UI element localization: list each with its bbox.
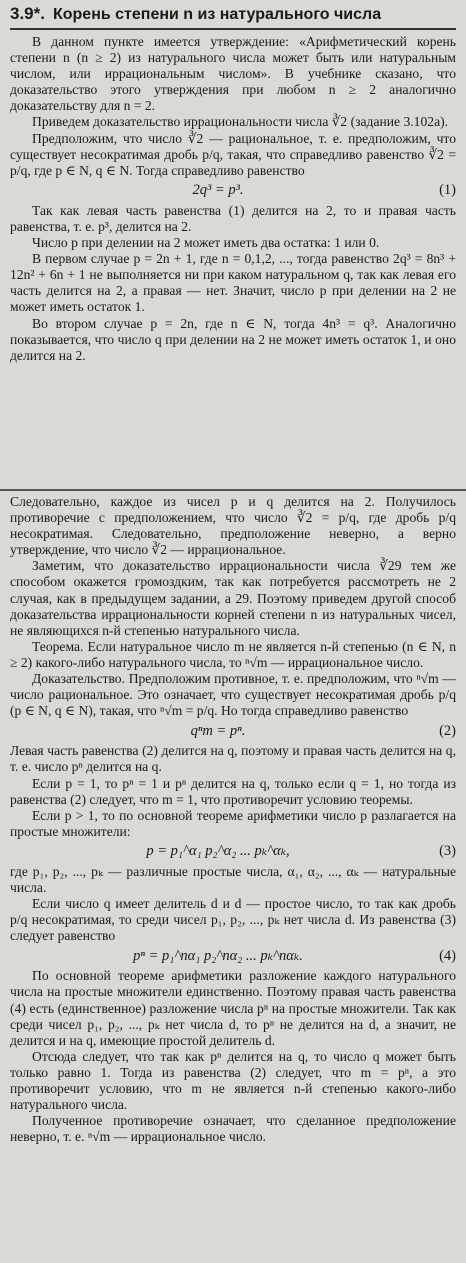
header-rule xyxy=(10,28,456,30)
paragraph: Отсюда следует, что так как pⁿ делится на q, то число q может быть только равно 1. Тогда из равенства (2) следует, что m = pⁿ, а это противоречит условию, что m не является n-й степенью какого-либо натурального числа. xyxy=(10,1048,456,1113)
paragraph: Приведем доказательство иррациональности числа ∛2 (задание 3.102а). xyxy=(32,114,449,130)
paragraph: Предположим, что число ∛2 — рациональное, т. е. предположим, что существует несократимая дробь p/q, такая, что справедливо равенство ∛2 = p/q, где p ∈ N, q ∈ N. Тогда справедливо равенство xyxy=(10,130,456,178)
equation-number: (3) xyxy=(439,843,456,860)
equation-text: qⁿm = pⁿ. xyxy=(190,722,246,739)
equation-text: pⁿ = p₁^nα₁ p₂^nα₂ ... pₖ^nαₖ. xyxy=(133,947,303,964)
equation-2 xyxy=(10,719,456,743)
equation-1 xyxy=(10,179,456,203)
page-divider xyxy=(0,489,466,491)
equation-4 xyxy=(10,944,456,968)
paragraph: Если p > 1, то по основной теореме арифметики число p разлагается на простые множители: xyxy=(10,807,456,839)
equation-number: (2) xyxy=(439,722,456,739)
paragraph: По основной теореме арифметики разложение каждого натурального числа на простые множители единственно. Поэтому правая часть равенства (4) есть (единственное) разложение числа pⁿ на простые множители. Так как среди чисел p₁, p₂, ..., pₖ нет числа d, то pⁿ не делится на d, а значит, не делится и на q, имеющие простой делитель d. xyxy=(10,968,456,1048)
equation-text: p = p₁^α₁ p₂^α₂ ... pₖ^αₖ, xyxy=(146,843,290,860)
paragraph: Число p при делении на 2 может иметь два остатка: 1 или 0. xyxy=(32,235,380,251)
section-header xyxy=(10,4,456,26)
text-block-2 xyxy=(10,494,456,1262)
theorem: Теорема. Если натуральное число m не является n-й степенью (n ∈ N, n ≥ 2) какого-либо натурального числа, то ⁿ√m — иррациональное число. xyxy=(10,638,456,670)
paragraph: где p₁, p₂, ..., pₖ — различные простые числа, α₁, α₂, ..., αₖ — натуральные числа. xyxy=(10,863,456,895)
paragraph: Так как левая часть равенства (1) делится на 2, то и правая часть равенства, т. е. p³, делится на 2. xyxy=(10,202,456,234)
equation-3 xyxy=(10,840,456,864)
paragraph: Следовательно, каждое из чисел p и q делится на 2. Получилось противоречие с предположением, что число ∛2 = p/q, где дробь p/q несократимая. Следовательно, предположение неверно, а верно утверждение, что число ∛2 — иррациональное. xyxy=(10,494,456,558)
section-title: Корень степени n из натурального числа xyxy=(52,6,382,23)
paragraph: Заметим, что доказательство иррациональности числа ∛29 тем же способом окажется громоздким, так как потребуется рассмотреть не 2 случая, как в предыдущем задании, а 29. Поэтому приведем другой способ доказательства иррациональности корней степени n из натуральных чисел, не являющихся n-й степенью натурального числа. xyxy=(10,558,456,638)
proof: Доказательство. Предположим противное, т. е. предположим, что ⁿ√m — число рациональное. Это означает, что существует несократимая дробь p/q (p ∈ N, q ∈ N), такая, что ⁿ√m = p/q. Но тогда справедливо равенство xyxy=(10,671,456,719)
paragraph: Если число q имеет делитель d и d — простое число, то так как дробь p/q несократимая, то среди чисел p₁, p₂, ..., pₖ нет числа d. Из равенства (3) следует равенство xyxy=(10,896,456,944)
text-block-1 xyxy=(10,34,456,486)
section-number: 3.9*. xyxy=(10,4,45,23)
equation-text: 2q³ = p³. xyxy=(192,182,244,199)
equation-number: (4) xyxy=(439,947,456,964)
paragraph: Во втором случае p = 2n, где n ∈ N, тогда 4n³ = q³. Аналогично показывается, что число q при делении на 2 не может иметь остаток 1, и оно делится на 2. xyxy=(10,315,456,363)
paragraph: В данном пункте имеется утверждение: «Арифметический корень степени n (n ≥ 2) из натурального числа может быть или натуральным числом, или иррациональным числом». В учебнике сказано, что доказательство этого утверждения при любом n ≥ 2 аналогично доказательству для n = 2. xyxy=(10,34,456,114)
equation-number: (1) xyxy=(439,182,456,199)
paragraph: Левая часть равенства (2) делится на q, поэтому и правая часть делится на q, т. е. число pⁿ делится на q. xyxy=(10,743,456,775)
paragraph: В первом случае p = 2n + 1, где n = 0,1,2, ..., тогда равенство 2q³ = 8n³ + 12n² + 6n + 1 не выполняется ни при каком натуральном q, так как левая его часть делится на 2, а правая — нет. Значит, число p при делении на 2 не может иметь остаток 1. xyxy=(10,251,456,315)
paragraph: Полученное противоречие означает, что сделанное предположение неверно, т. е. ⁿ√m — иррациональное число. xyxy=(10,1113,456,1145)
paragraph: Если p = 1, то pⁿ = 1 и pⁿ делится на q, только если q = 1, но тогда из равенства (2) следует, что m = 1, что противоречит условию теоремы. xyxy=(10,775,456,807)
